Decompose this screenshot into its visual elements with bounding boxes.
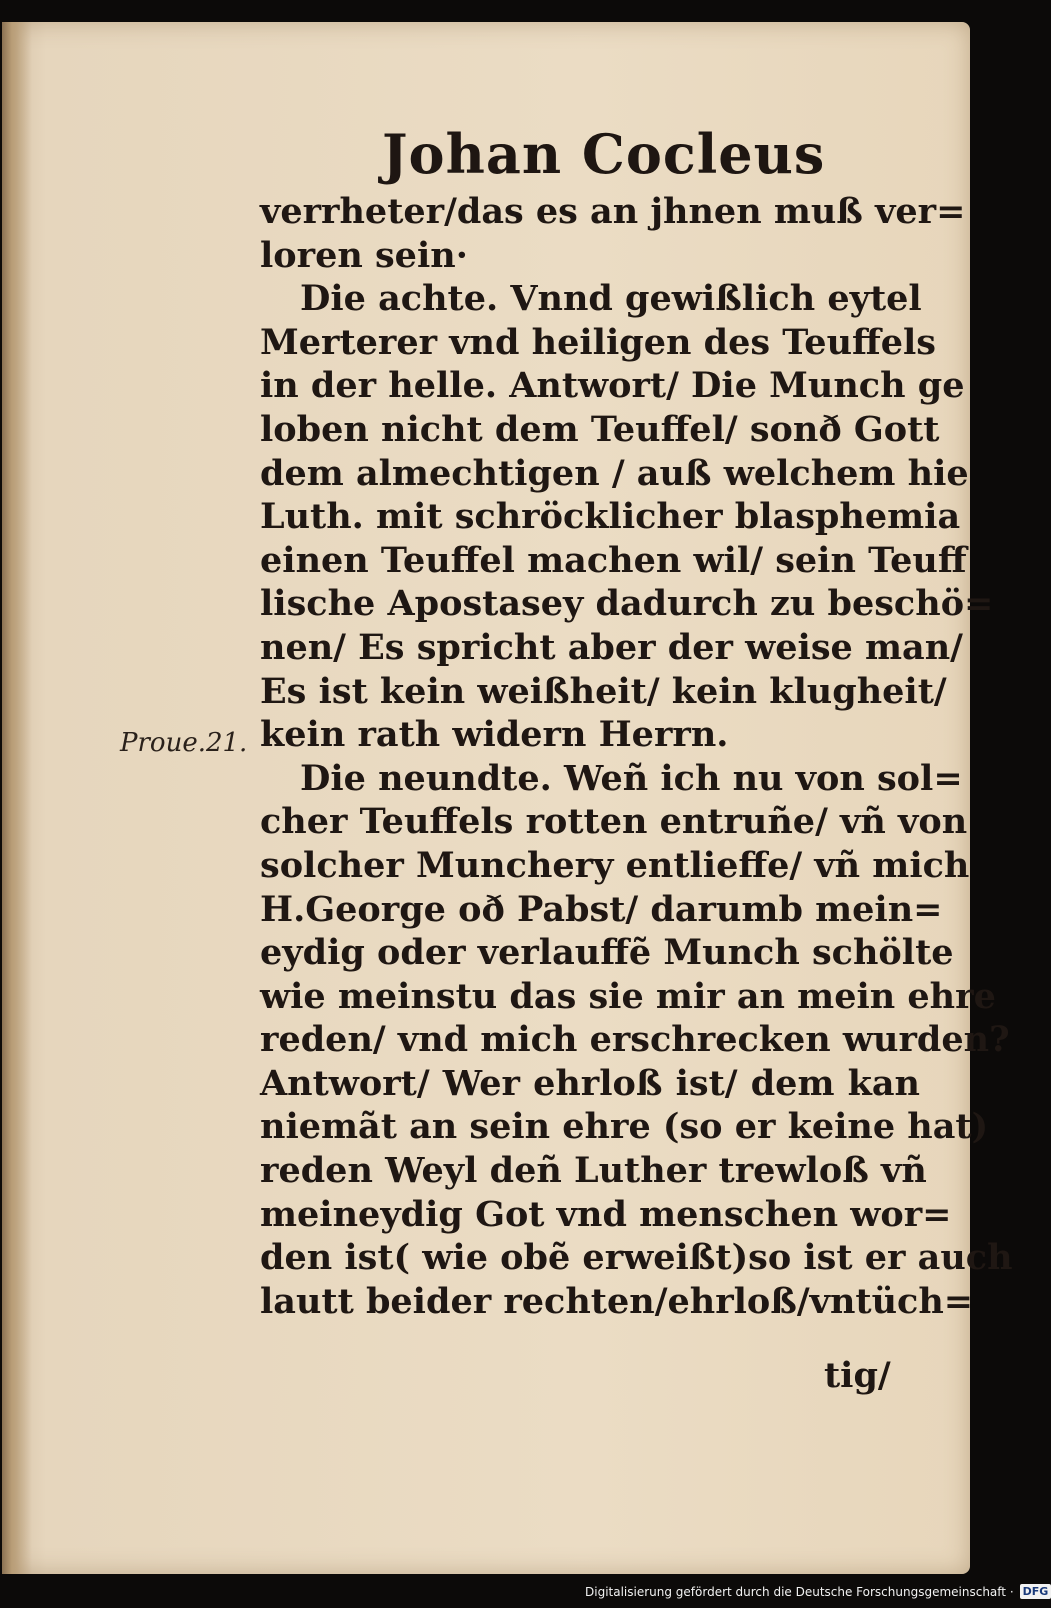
book-page — [2, 22, 1013, 1574]
credit-text: Digitalisierung gefördert durch die Deutsche Forschungsgemeinschaft · — [585, 1584, 1014, 1599]
text-block — [260, 190, 1013, 1323]
text-line: Die achte. Vnnd gewißlich eytel — [300, 278, 922, 320]
text-line: Die neundte. Weñ ich nu von sol= — [300, 757, 963, 799]
text-line: einen Teuffel machen wil/ sein Teuff — [260, 539, 967, 581]
text-line: loben nicht dem Teuffel/ sonð Gott — [260, 408, 940, 450]
page-binding-shadow — [2, 22, 32, 1574]
text-line: verrheter/das es an jhnen muß ver= — [260, 191, 966, 232]
text-line: solcher Munchery entlieffe/ vñ mich — [260, 844, 970, 886]
text-line: lautt beider rechten/ehrloß/vntüch= — [260, 1280, 974, 1322]
text-line: nen/ Es spricht aber der weise man/ — [260, 626, 963, 668]
text-line: H.George oð Pabst/ darumb mein= — [260, 888, 943, 930]
text-line: niemãt an sein ehre (so er keine hat) — [260, 1106, 989, 1148]
text-line: Antwort/ Wer ehrloß ist/ dem kan — [260, 1062, 920, 1104]
text-line: cher Teuffels rotten entruñe/ vñ von — [260, 801, 968, 843]
text-line: Luth. mit schröcklicher blasphemia — [260, 496, 961, 538]
text-line: wie meinstu das sie mir an mein ehre — [260, 975, 996, 1017]
text-line: den ist( wie obẽ erweißt)so ist er auch — [260, 1237, 1013, 1279]
text-line: Merterer vnd heiligen des Teuffels — [260, 321, 937, 363]
text-line: loren sein· — [260, 234, 468, 276]
margin-note: Proue.21. — [120, 728, 248, 758]
text-line: reden Weyl deñ Luther trewloß vñ — [260, 1150, 927, 1192]
text-line: kein rath widern Herrn. — [260, 714, 729, 756]
text-line: Es ist kein weißheit/ kein klugheit/ — [260, 670, 947, 712]
running-header: Johan Cocleus — [382, 122, 826, 186]
catchword: tig/ — [824, 1355, 891, 1396]
text-line: lische Apostasey dadurch zu beschö= — [260, 583, 994, 625]
text-line: meineydig Got vnd menschen wor= — [260, 1193, 952, 1235]
text-line: in der helle. Antwort/ Die Munch ge — [260, 365, 965, 407]
dfg-logo: DFG — [1020, 1584, 1051, 1599]
digitization-credit — [585, 1584, 1051, 1599]
text-line: eydig oder verlauffẽ Munch schölte — [260, 932, 954, 974]
text-line: dem almechtigen / auß welchem hie — [260, 452, 969, 494]
text-line: reden/ vnd mich erschrecken wurden? — [260, 1019, 1010, 1061]
